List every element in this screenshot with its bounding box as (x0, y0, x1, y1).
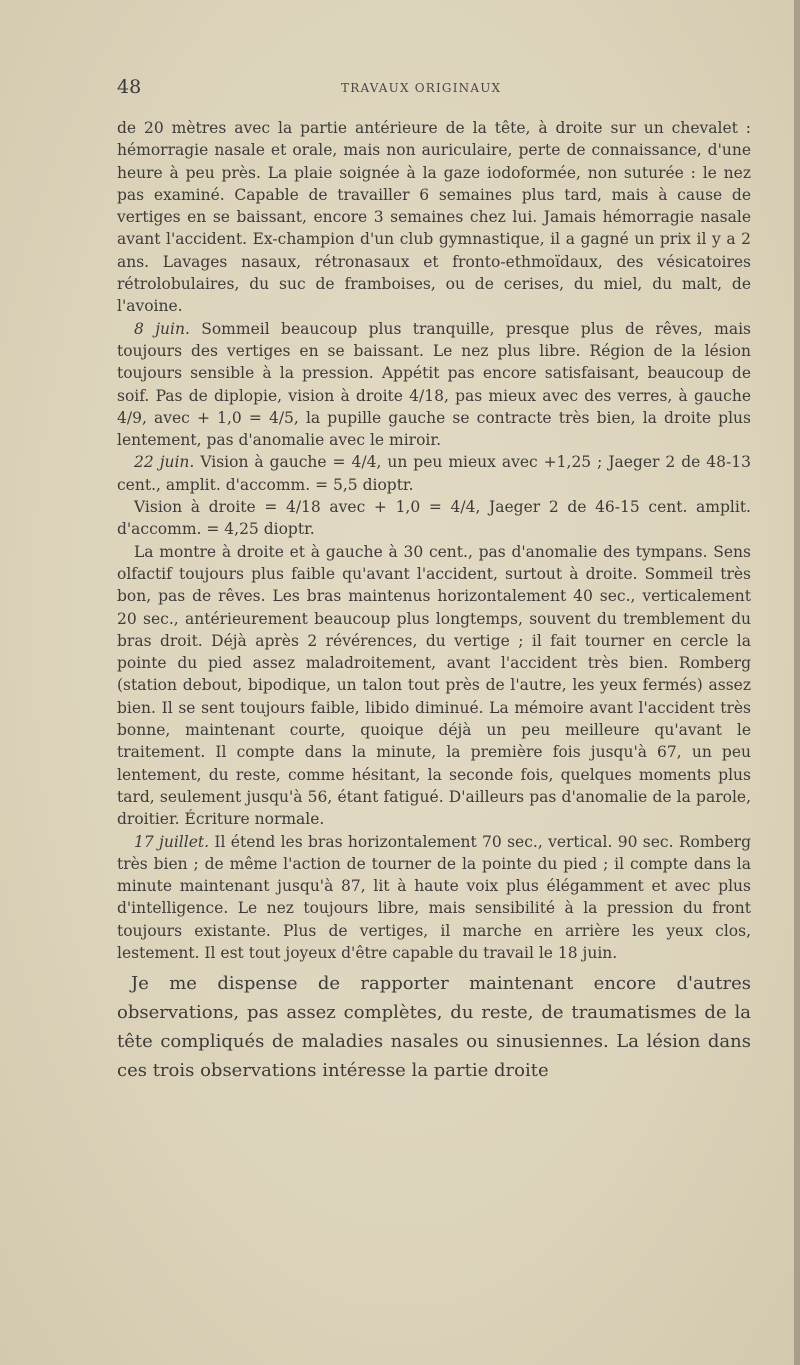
entry-date: 22 juin. (134, 453, 195, 472)
paragraph-text: Vision à gauche = 4/4, un peu mieux avec +1,25 ; Jaeger 2 de 48-13 cent., amplit. d'accomm. = 5,5 dioptr. (117, 453, 751, 494)
paragraph-8-juin (117, 318, 751, 452)
paragraph-17-juillet (117, 831, 751, 965)
entry-date: 17 juillet. (134, 832, 210, 851)
paragraph-intro (117, 117, 751, 318)
page-header (117, 76, 757, 100)
running-title: TRAVAUX ORIGINAUX (341, 81, 502, 95)
paragraph-text: de 20 mètres avec la partie antérieure de la tête, à droite sur un chevalet : hémorragie nasale et orale, mais non auriculaire, perte de connaissance, d'une heure à peu près. La plaie soignée à la gaze iodoformée, non suturée : le nez pas examiné. Capable de travailler 6 semaines plus tard, mais à cause de vertiges en se baissant, encore 3 semaines chez lui. Jamais hémorragie nasale avant l'accident. Ex-champion d'un club gymnastique, il a gagné un prix il y a 2 ans. Lavages nasaux, rétronasaux et fronto-ethmoïdaux, des vésicatoires rétrolobulaires, du suc de framboises, ou de cerises, du miel, du malt, de l'avoine. (117, 119, 751, 316)
paragraph-text: Sommeil beaucoup plus tranquille, presque plus de rêves, mais toujours des vertiges en se baissant. Le nez plus libre. Région de la lésion toujours sensible à la pression. Appétit pas encore satisfaisant, beaucoup de soif. Pas de diplopie, vision à droite 4/18, pas mieux avec des verres, à gauche 4/9, avec + 1,0 = 4/5, la pupille gauche se contracte très bien, la droite plus lentement, pas d'anomalie avec le miroir. (117, 319, 751, 450)
closing-paragraph: Je me dispense de rapporter maintenant encore d'autres observations, pas assez complètes, du reste, de traumatismes de la tête compliqués de maladies nasales ou sinusiennes. La lésion dans ces trois observations intéresse la partie droite (117, 973, 751, 1082)
page-number: 48 (117, 76, 142, 98)
body-text (117, 117, 751, 1085)
paragraph-text: Il étend les bras horizontalement 70 sec., vertical. 90 sec. Romberg très bien ; de même l'action de tourner de la pointe du pied ; il compte dans la minute maintenant jusqu'à 87, lit à haute voix plus élégamment et avec plus d'intelligence. Le nez toujours libre, mais sensibilité à la pression du front toujours existante. Plus de vertiges, il marche en arrière les yeux clos, lestement. Il est tout joyeux d'être capable du travail le 18 juin. (117, 832, 751, 962)
paragraph-vision-droite (117, 496, 751, 541)
paragraph-examination (117, 541, 751, 831)
paragraph-text: La montre à droite et à gauche à 30 cent., pas d'anomalie des tympans. Sens olfactif toujours plus faible qu'avant l'accident, surtout à droite. Sommeil très bon, pas de rêves. Les bras maintenus horizontalement 40 sec., verticalement 20 sec., antérieurement beaucoup plus longtemps, souvent du tremblement du bras droit. Déjà après 2 révérences, du vertige ; il fait tourner en cercle la pointe du pied assez maladroitement, avant l'accident très bien. Romberg (station debout, bipodique, un talon tout près de l'autre, les yeux fermés) assez bien. Il se sent toujours faible, libido diminué. La mémoire avant l'accident très bonne, maintenant courte, quoique déjà un peu meilleure qu'avant le traitement. Il compte dans la minute, la première fois jusqu'à 67, un peu lentement, du reste, comme hésitant, la seconde fois, quelques moments plus tard, seulement jusqu'à 56, étant fatigué. D'ailleurs pas d'anomalie de la parole, droitier. Écriture normale. (117, 542, 751, 829)
paragraph-22-juin (117, 451, 751, 496)
entry-date: 8 juin. (134, 319, 190, 338)
paragraph-text: Vision à droite = 4/18 avec + 1,0 = 4/4, Jaeger 2 de 46-15 cent. amplit. d'accomm. = 4,25 dioptr. (117, 498, 751, 539)
page-edge-shadow (794, 0, 800, 1365)
